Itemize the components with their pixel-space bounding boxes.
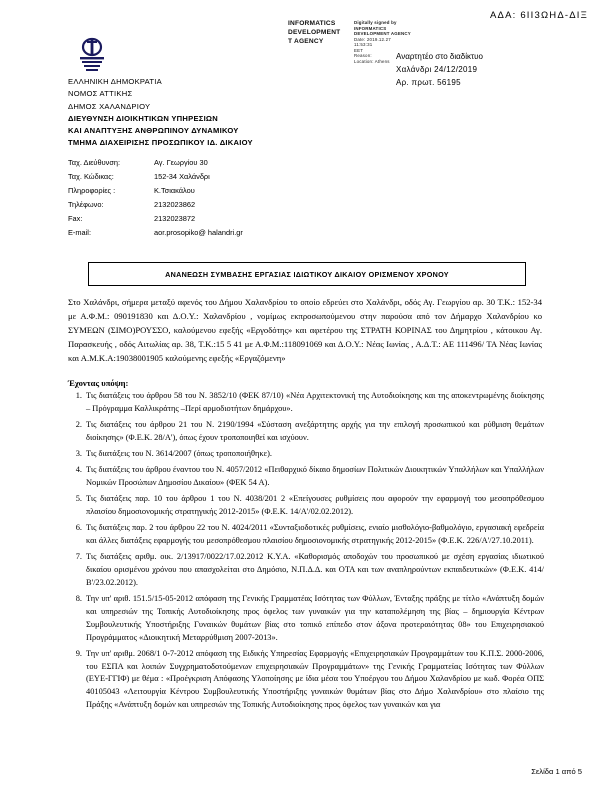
upload-notice: Αναρτητέο στο διαδίκτυο <box>396 52 483 61</box>
list-number: 5. <box>75 494 82 504</box>
contact-value: Αγ. Γεωργίου 30 <box>154 158 208 167</box>
list-item <box>68 522 544 548</box>
list-item-text: Τις διατάξεις του άρθρου 58 του Ν. 3852/10 (ΦΕΚ 87/10) «Νέα Αρχιτεκτονική της Αυτοδιοίκησης και της αποκεντρωμένης διοίκησης – Πρόγραμμα Καλλικράτης –Περί αρμοδιοτήτων δημάρχου». <box>86 391 544 413</box>
contact-details <box>68 156 488 240</box>
list-item-text: Τις διατάξεις του άρθρου 21 του Ν. 2190/1994 «Σύσταση ανεξάρτητης αρχής για την επιλογή προσωπικού και ρύθμιση θεμάτων διοίκησης» (Φ.Ε.Κ. 28/Α'), όπως έχουν τροποποιηθεί και ισχύουν. <box>86 420 544 442</box>
list-item-text: Τις διατάξεις του άρθρου έναντου του Ν. 4057/2012 «Πειθαρχικό δίκαιο δημοσίων Πολιτικών Διοικητικών Υπαλλήλων και Υπαλλήλων Νομικών Προσώπων Δημοσίου Δικαίου» (ΦΕΚ 54 Α). <box>86 465 544 488</box>
contact-label: E-mail: <box>68 228 91 238</box>
contact-label: Πληροφορίες : <box>68 186 116 196</box>
list-number: 7. <box>75 552 82 562</box>
contact-value: Κ.Τσιακάλου <box>154 186 195 196</box>
contact-value: aor.prosopiko@ halandri.gr <box>154 228 243 238</box>
contact-label: Τηλέφωνο: <box>68 200 104 210</box>
list-item-text: Την υπ' αριθμ. 2068/1 0-7-2012 απόφαση της Ειδικής Υπηρεσίας Εφαρμογής «Επιχειρησιακών Προγραμμάτων του Κ.Π.Σ. 2000-2006, του ΕΣΠΑ και λοιπών Συγχρηματοδοτούμενων επιχειρησιακών Προγραμμάτων» της Γενικής Γραμματείας Ισότητας των Φύλλων (ΕΥΕ-ΓΓΙΦ) με θέμα : «Προέγκριση Απόφασης Υλοποίησης με ίδια μέσα του Υποέργου του Δήμου Χαλανδρίου με κωδ. Φορέα ΟΠΣ 40105043 «Λειτουργία Κέντρου Συμβουλευτικής Υποστήριξης γυναικών θυμάτων βίας στο Δήμο Χαλανδρίου» στο πλαίσιο της Πράξης «Ανάπτυξη δομών και υπηρεσιών της Τοπικής Αυτοδιοίκησης προς όφελος των γυναικών και για <box>86 648 544 709</box>
list-item-text: Τις διατάξεις παρ. 2 του άρθρου 22 του Ν. 4024/2011 «Συνταξιοδοτικές ρυθμίσεις, ενιαίο μισθολόγιο-βαθμολόγιο, εργασιακή εφεδρεία και άλλες διατάξεις εφαρμογής του μεσοπρόθεσμου πλαισίου δημοσιονομικής στρατηγικής 2012-2015» (Φ.Ε.Κ. 226/Α'/27.10.2011). <box>86 523 544 546</box>
contact-value: 152-34 Χαλάνδρι <box>154 172 210 182</box>
list-item <box>68 464 544 490</box>
contact-label: Fax: <box>68 214 83 224</box>
page-footer: Σελίδα 1 από 5 <box>531 767 582 776</box>
preamble-paragraph: Στο Χαλάνδρι, σήμερα μεταξύ αφενός του Δήμου Χαλανδρίου το οποίο εδρεύει στο Χαλάνδρι, οδός Αγ. Γεωργίου αρ. 30 Τ.Κ.: 152-34 με Α.Φ.Μ.: 090191830 και Δ.Ο.Υ.: Χαλανδρίου , νομίμως εκπροσωπούμενου στην παρούσα από τον Δήμαρχο Χαλανδρίου κο ΣΥΜΕΩΝ (ΣΙΜΟ)ΡΟΥΣΣΟ, καλούμενου εφεξής «Εργοδότης» και αφετέρου της ΣΤΡΑΤΗ ΚΟΡΙΝΑΣ του Δημητρίου , κάτοικου Αγ. Παρασκευής , οδός Αιτωλίας αρ. 38, Τ.Κ.:15 5 41 με Α.Φ.Μ.:118091069 και Δ.Ο.Υ.: Νέας Ιωνίας , Α.Δ.Τ.: ΑΕ 111496/ ΤΑ Νέας Ιωνίας και Α.Μ.Κ.Α:19038001905 καλούμενης εφεξής «Εργαζόμενη» <box>68 297 542 363</box>
contact-row <box>68 170 488 184</box>
contact-row <box>68 156 488 170</box>
ada-code: ΑΔΑ: 6ΙΙ3ΩΗΔ-ΔΙΞ <box>490 10 588 21</box>
document-title-box <box>88 262 526 286</box>
organization-header <box>68 76 253 150</box>
list-item <box>68 648 544 712</box>
list-item <box>68 419 544 445</box>
stamp-en-text: INFORMATICS DEVELOPMENT T AGENCY <box>288 20 341 45</box>
list-item-text: Τις διατάξεις του Ν. 3614/2007 (όπως τροποποιήθηκε). <box>86 449 273 459</box>
protocol-number: Αρ. πρωτ. 56195 <box>396 78 461 87</box>
org-line-2: ΝΟΜΟΣ ΑΤΤΙΚΗΣ <box>68 89 133 99</box>
list-item <box>68 390 544 416</box>
list-item <box>68 593 544 644</box>
list-item <box>68 551 544 589</box>
list-number: 8. <box>75 594 82 604</box>
list-number: 6. <box>75 523 82 533</box>
contact-value: 2132023862 <box>154 200 196 210</box>
list-item-text: Τις διατάξεις αριθμ. οικ. 2/13917/0022/17.02.2012 Κ.Υ.Α. «Καθορισμός αποδοχών του προσωπικού με σχέση εργασίας ιδιωτικού δικαίου ορισμένου χρόνου που απασχολείται στο Δημόσιο, Ν.Π.Δ.Δ. και ΟΤΑ και των αναπληρούντων εκπαιδευτικών» (Φ.Ε.Κ. 414/Β'/23.02.2012). <box>86 552 544 587</box>
contact-row <box>68 184 488 198</box>
org-line-5: ΚΑΙ ΑΝΑΠΤΥΞΗΣ ΑΝΘΡΩΠΙΝΟΥ ΔΥΝΑΜΙΚΟΥ <box>68 126 239 136</box>
list-item-text: Τις διατάξεις παρ. 10 του άρθρου 1 του Ν. 4038/201 2 «Επείγουσες ρυθμίσεις που αφορούν την εφαρμογή του μεσοπρόθεσμου πλαισίου δημοσιονομικής στρατηγικής 2012-2015» (Φ.Ε.Κ. 14/Α'/02.02.2012). <box>86 494 544 517</box>
having-regard-label: Έχοντας υπόψη: <box>68 378 129 388</box>
contact-row <box>68 212 488 226</box>
stamp-details-text: Digitally signed by INFORMATICS DEVELOPMENT AGENCY Date: 2019.12.27 11:53:31 EET Reason: Location: Athens <box>354 20 411 64</box>
org-line-1: ΕΛΛΗΝΙΚΗ ΔΗΜΟΚΡΑΤΙΑ <box>68 77 162 86</box>
contact-label: Ταχ. Κώδικας: <box>68 172 114 182</box>
document-title: ΑΝΑΝΕΩΣΗ ΣΥΜΒΑΣΗΣ ΕΡΓΑΣΙΑΣ ΙΔΙΩΤΙΚΟΥ ΔΙΚΑΙΟΥ ΟΡΙΣΜΕΝΟΥ ΧΡΟΝΟΥ <box>165 269 449 279</box>
list-item <box>68 493 544 519</box>
legal-basis-list <box>68 390 544 715</box>
document-date: Χαλάνδρι 24/12/2019 <box>396 65 478 74</box>
list-item-text: Την υπ' αριθ. 151.5/15-05-2012 απόφαση της Γενικής Γραμματέας Ισότητας των Φύλλων, Ένταξης πράξης με τίτλο «Ανάπτυξη δομών και υπηρεσιών της Τοπικής Αυτοδιοίκησης προς όφελος των γυναικών για την καταπολέμηση της βίας – δημιουργία Κέντρων Συμβουλευτικής Υποστήριξης Γυναικών θυμάτων βίας στο τοπικό επίπεδο στον άξονα προτεραιότητας 08» του Επιχειρησιακού Προγράμματος «Διοικητική Μεταρρύθμιση 2007-2013». <box>86 594 544 642</box>
list-number: 2. <box>75 420 82 430</box>
list-number: 4. <box>75 465 82 475</box>
org-line-6: ΤΜΗΜΑ ΔΙΑΧΕΙΡΙΣΗΣ ΠΡΟΣΩΠΙΚΟΥ ΙΔ. ΔΙΚΑΙΟΥ <box>68 138 253 148</box>
contact-row <box>68 226 488 240</box>
municipality-emblem-icon <box>72 35 112 81</box>
list-number: 1. <box>75 391 82 400</box>
contact-value: 2132023872 <box>154 214 196 224</box>
org-line-3: ΔΗΜΟΣ ΧΑΛΑΝΔΡΙΟΥ <box>68 101 151 111</box>
list-number: 3. <box>75 449 82 459</box>
list-item <box>68 448 544 461</box>
contact-label: Ταχ. Διεύθυνση: <box>68 158 121 167</box>
org-line-4: ΔΙΕΥΘΥΝΣΗ ΔΙΟΙΚΗΤΙΚΩΝ ΥΠΗΡΕΣΙΩΝ <box>68 113 219 123</box>
list-number: 9. <box>75 648 82 658</box>
contact-row <box>68 198 488 212</box>
